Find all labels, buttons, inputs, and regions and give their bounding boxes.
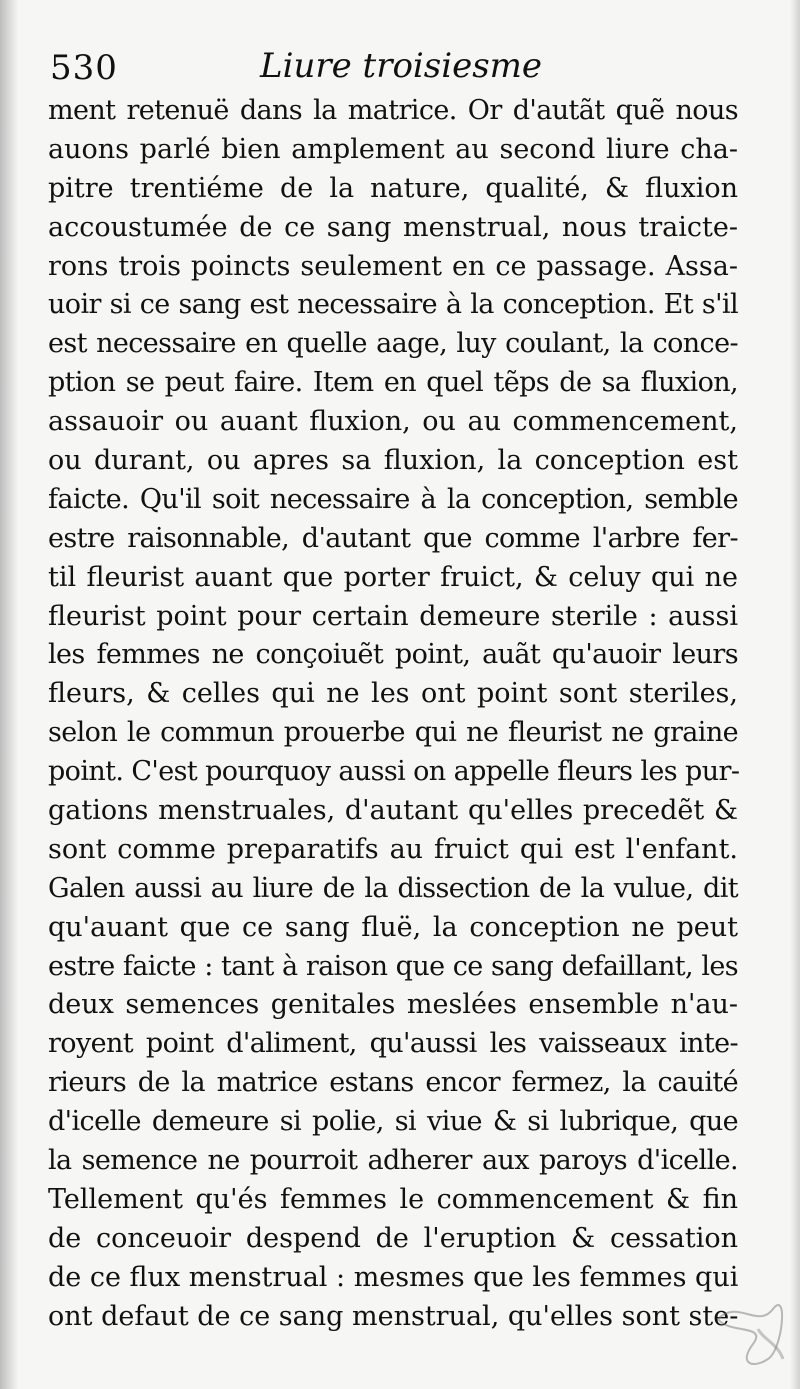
text-line: est necessaire en quelle aage, luy coulant, la conce- (48, 328, 738, 360)
page-number: 530 (50, 48, 118, 88)
text-line: auons parlé bien amplement au second liure cha- (48, 133, 738, 165)
text-line: rons trois poincts seulement en ce passage. Assa- (48, 250, 738, 282)
text-line: ment retenuë dans la matrice. Or d'autãt quẽ nous (48, 95, 738, 126)
text-line: uoir si ce sang est necessaire à la conception. Et s'il (48, 289, 738, 321)
text-line: sont comme preparatifs au fruict qui est l'enfant. (48, 833, 738, 865)
text-line: accoustumée de ce sang menstrual, nous traicte- (48, 211, 738, 243)
text-line: fleurs, & celles qui ne les ont point sont steriles, (48, 678, 738, 710)
text-line: de conceuoir despend de l'eruption & cessation (48, 1222, 738, 1254)
page-edge-right (790, 0, 800, 1389)
text-line: rieurs de la matrice estans encor fermez, la cauité (48, 1067, 738, 1099)
text-line: faicte. Qu'il soit necessaire à la conception, semble (48, 483, 738, 515)
text-line: les femmes ne conçoiuẽt point, auãt qu'auoir leurs (48, 639, 738, 671)
text-line: pitre trentiéme de la nature, qualité, & fluxion (48, 172, 738, 204)
text-line: ont defaut de ce sang menstrual, qu'elles sont ste- (48, 1300, 739, 1332)
body-text (48, 92, 738, 1337)
text-line: estre raisonnable, d'autant que comme l'arbre fer- (48, 522, 738, 554)
page-edge-left (0, 0, 18, 1389)
text-line: d'icelle demeure si polie, si viue & si lubrique, que (48, 1106, 738, 1138)
text-line: gations menstruales, d'autant qu'elles precedẽt & (48, 795, 738, 827)
text-line: fleurist point pour certain demeure sterile : aussi (48, 600, 738, 632)
text-line: Tellement qu'és femmes le commencement & fin (48, 1183, 738, 1215)
text-line: de ce flux menstrual : mesmes que les femmes qui (48, 1261, 739, 1293)
text-line: assauoir ou auant fluxion, ou au commencement, (48, 406, 738, 438)
text-line: Galen aussi au liure de la dissection de la vulue, dit (48, 872, 738, 904)
text-line: estre faicte : tant à raison que ce sang defaillant, les (48, 950, 738, 982)
text-line: selon le commun prouerbe qui ne fleurist ne graine (48, 717, 738, 749)
text-line: deux semences genitales meslées ensemble n'au- (48, 989, 738, 1021)
text-line: til fleurist auant que porter fruict, & celuy qui ne (48, 561, 738, 593)
text-line: la semence ne pourroit adherer aux paroys d'icelle. (48, 1145, 738, 1177)
text-line: ption se peut faire. Item en quel tẽps de sa fluxion, (48, 367, 738, 399)
text-line: royent point d'aliment, qu'aussi les vaisseaux inte- (48, 1028, 738, 1060)
text-line: ou durant, ou apres sa fluxion, la conception est (48, 445, 738, 477)
page-header (50, 42, 750, 92)
running-title: Liure troisiesme (260, 46, 543, 86)
text-line: point. C'est pourquoy aussi on appelle fleurs les pur- (48, 756, 740, 788)
text-line: qu'auant que ce sang fluë, la conception ne peut (48, 911, 738, 943)
ink-stain-mark (698, 1289, 788, 1369)
